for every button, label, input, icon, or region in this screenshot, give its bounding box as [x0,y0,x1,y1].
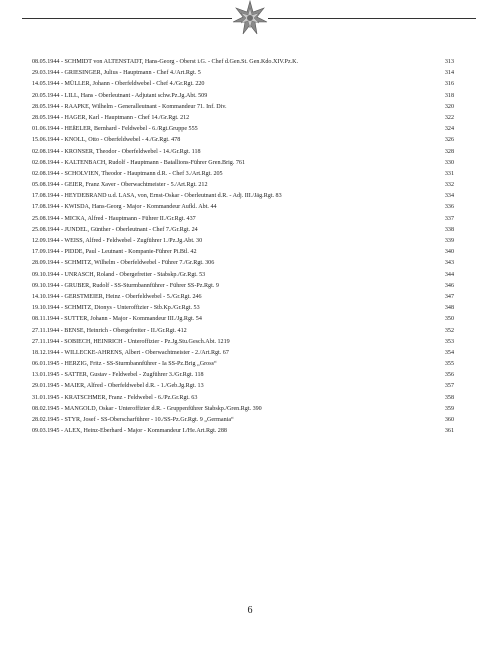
list-item [32,169,454,180]
entry-page: 357 [444,383,454,390]
list-item [32,113,454,124]
list-item [32,214,454,225]
entry-text: 09.10.1944 - UNRASCH, Roland - Obergefreiter - Stabskp./Gr.Rgt. 53 [32,271,206,278]
entry-text: 06.01.1945 - HERZIG, Fritz - SS-Sturmbannführer - Ia SS-Pz.Brig „Gross“ [32,361,217,368]
entry-page: 354 [444,349,454,356]
list-item [32,337,454,348]
list-item [32,202,454,213]
entry-text: 27.11.1944 - BENSE, Heinrich - Obergefreiter - II./Gr.Rgt. 412 [32,327,187,334]
entry-text: 09.03.1945 - ALEX, Heinz-Eberhard - Major - Kommandeur I./He.Art.Rgt. 288 [32,428,227,435]
entry-text: 17.08.1944 - HEYDEBRAND u.d. LASA, von, Ernst-Oskar - Oberleutnant d.R. - Adj. III./Jäg.Rgt. 83 [32,193,282,200]
page-number: 6 [247,605,253,616]
entry-text: 13.01.1945 - SATTER, Gustav - Feldwebel - Zugführer 3./Gr.Rgt. 118 [32,372,204,379]
entry-page: 348 [444,305,454,312]
entry-page: 326 [444,137,454,144]
list-item [32,135,454,146]
entry-text: 01.06.1944 - HEßELER, Bernhard - Feldwebel - 6./Rgt.Gruppe 555 [32,126,198,133]
list-item [32,57,454,68]
entry-page: 338 [444,226,454,233]
list-item [32,404,454,415]
entry-page: 340 [444,249,454,256]
list-item [32,270,454,281]
entry-page: 358 [444,394,454,401]
entry-text: 18.12.1944 - WILLECKE-AHRENS, Albert - Oberwachtmeister - 2./Art.Rgt. 67 [32,349,229,356]
header-rule-right [268,18,476,19]
list-item [32,281,454,292]
list-item [32,393,454,404]
entry-text: 25.08.1944 - MICKA, Alfred - Hauptmann - Führer II./Gr.Rgt. 437 [32,215,196,222]
entry-page: 320 [444,103,454,110]
entry-text: 28.02.1945 - STYR, Josef - SS-Oberscharführer - 10./SS-Pz.Gr.Rgt. 9 „Germania“ [32,417,234,423]
entry-page: 346 [444,282,454,289]
entry-text: 28.09.1944 - SCHMITZ, Wilhelm - Oberfeldwebel - Führer 7./Gr.Rgt. 306 [32,260,215,267]
star-emblem-icon [232,0,268,36]
list-item [32,426,454,437]
entry-text: 28.05.1944 - RAAPKE, Wilhelm - Generalleutnant - Kommandeur 71. Inf. Div. [32,103,227,110]
entry-page: 316 [444,81,454,88]
entry-page: 322 [444,114,454,121]
list-item [32,314,454,325]
entry-page: 331 [444,170,454,177]
entry-page: 352 [444,327,454,334]
entry-list [32,57,454,437]
entry-page: 355 [444,361,454,368]
entry-text: 09.10.1944 - GRUBER, Rudolf - SS-Sturmbannführer - Führer SS-Pz.Rgt. 9 [32,282,219,289]
entry-text: 02.08.1944 - KRONSER, Theodor - Oberfeldwebel - 14./Gr.Rgt. 118 [32,148,201,155]
list-item [32,359,454,370]
entry-text: 08.05.1944 - SCHMIDT von ALTENSTADT, Hans-Georg - Oberst i.G. - Chef d.Gen.St. Gen.Kdo.XIV.Pz.K. [32,59,299,65]
entry-text: 29.01.1945 - MAIER, Alfred - Oberfeldwebel d.R. - 1./Geb.Jg.Rgt. 13 [32,383,204,390]
entry-page: 360 [444,417,454,423]
entry-page: 339 [444,238,454,244]
list-item [32,258,454,269]
entry-page: 344 [444,271,454,278]
list-item [32,91,454,102]
entry-page: 347 [444,293,454,300]
entry-page: 336 [444,204,454,211]
list-item [32,102,454,113]
list-item [32,370,454,381]
entry-text: 31.01.1945 - KRATSCHMER, Franz - Feldwebel - 6./Pz.Gr.Rgt. 63 [32,394,198,401]
entry-text: 15.06.1944 - KNOLL, Otto - Oberfeldwebel - 4./Gr.Rgt. 478 [32,137,181,144]
entry-page: 324 [444,126,454,133]
entry-page: 314 [444,70,454,77]
entry-page: 334 [444,193,454,200]
list-item [32,79,454,90]
entry-text: 02.08.1944 - SCHOLVIEN, Theodor - Hauptmann d.R. - Chef 3./Art.Rgt. 205 [32,170,223,177]
entry-page: 337 [444,215,454,222]
list-item [32,292,454,303]
list-item [32,247,454,258]
list-item [32,180,454,191]
list-item [32,191,454,202]
entry-page: 318 [444,92,454,99]
list-item [32,158,454,169]
entry-text: 25.08.1944 - JUNDEL, Günther - Oberleutnant - Chef 7./Gr.Rgt. 24 [32,226,198,233]
list-item [32,326,454,337]
entry-page: 353 [444,338,454,345]
entry-text: 29.03.1944 - GRIESINGER, Julius - Hauptmann - Chef 4./Art.Rgt. 5 [32,70,201,77]
list-item [32,68,454,79]
entry-page: 350 [444,316,454,323]
entry-text: 27.11.1944 - SOBIECH, HEINRICH - Unteroffizier - Pz.Jg.Stu.Gesch.Abt. 1219 [32,338,230,345]
entry-text: 17.08.1944 - KWISDA, Hans-Georg - Major - Kommandeur Aufkl. Abt. 44 [32,204,217,211]
list-item [32,147,454,158]
entry-text: 02.08.1944 - KALTENBACH, Rudolf - Hauptmann - Batallions-Führer Gren.Brig. 761 [32,159,246,166]
entry-page: 313 [444,59,454,65]
list-item [32,236,454,247]
entry-text: 05.08.1944 - GEIER, Franz Xaver - Oberwachtmeister - 5./Art.Rgt. 212 [32,182,208,189]
entry-text: 28.05.1944 - HAGER, Karl - Hauptmann - Chef 14./Gr.Rgt. 212 [32,114,190,121]
entry-text: 08.11.1944 - SUTTER, Johann - Major - Kommandeur III./Jg.Rgt. 54 [32,316,202,323]
entry-text: 20.05.1944 - LILL, Hans - Oberleutnant - Adjutant schw.Pz.Jg.Abt. 509 [32,92,208,99]
entry-page: 356 [444,372,454,379]
list-item [32,415,454,426]
entry-page: 343 [444,260,454,267]
entry-page: 361 [444,428,454,435]
list-item [32,225,454,236]
entry-text: 14.05.1944 - MÜLLER, Johann - Oberfeldwebel - Chef 4./Gr.Rgt. 220 [32,81,205,88]
entry-text: 17.09.1944 - PIDDE, Paul - Leutnant - Kompanie-Führer Pi.Btl. 42 [32,249,197,256]
list-item [32,124,454,135]
entry-page: 328 [444,148,454,155]
list-item [32,303,454,314]
header-rule-left [22,18,232,19]
entry-page: 332 [444,182,454,189]
list-item [32,348,454,359]
entry-page: 330 [444,159,454,166]
entry-text: 19.10.1944 - SCHMITZ, Dionys - Unteroffizier - Stb.Kp./Gr.Rgt. 53 [32,305,200,312]
entry-text: 08.02.1945 - MANGOLD, Oskar - Unteroffizier d.R. - Gruppenführer Stabskp./Gren.Rgt. 390 [32,405,262,412]
entry-text: 14.10.1944 - GERSTMEIER, Heinz - Oberfeldwebel - 5./Gr.Rgt. 246 [32,293,202,300]
entry-page: 359 [444,405,454,412]
list-item [32,381,454,392]
entry-text: 12.09.1944 - WEISS, Alfred - Feldwebel - Zugführer 1./Pz.Jg.Abt. 30 [32,238,203,244]
